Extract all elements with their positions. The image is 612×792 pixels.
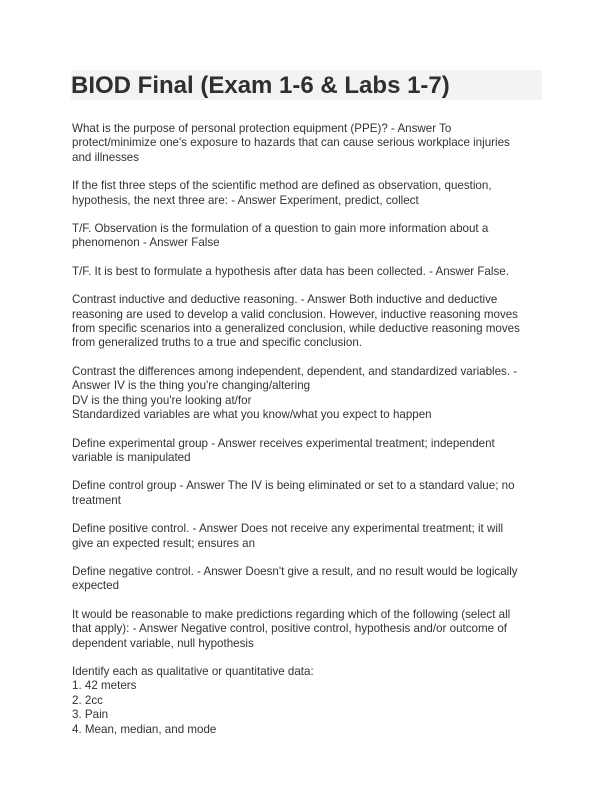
qa-entry-line: Define positive control. - Answer Does not receive any experimental treatment; it will — [72, 522, 504, 536]
qa-entry — [72, 293, 544, 351]
qa-entry-line: from generalized truths to a true and specific conclusion. — [72, 336, 362, 350]
qa-entry-line: give an expected result; ensures an — [72, 536, 256, 550]
qa-entry-line: treatment — [72, 493, 121, 507]
qa-entry-line: Standardized variables are what you know/what you expect to happen — [72, 408, 432, 422]
qa-entry-line: Answer IV is the thing you're changing/altering — [72, 379, 311, 393]
qa-entry — [72, 665, 544, 737]
qa-entry-line: Contrast the differences among independent, dependent, and standardized variables. - — [72, 364, 518, 378]
qa-entry-line: 1. 42 meters — [72, 679, 137, 693]
qa-entry-line: T/F. It is best to formulate a hypothesis after data has been collected. - Answer False. — [72, 264, 509, 278]
qa-entry — [72, 222, 544, 251]
qa-entry-line: 3. Pain — [72, 708, 109, 722]
qa-entry — [72, 265, 544, 279]
qa-entry-line: Contrast inductive and deductive reasoning. - Answer Both inductive and deductive — [72, 293, 498, 307]
qa-entry-line: T/F. Observation is the formulation of a question to gain more information about a — [72, 222, 489, 236]
qa-entry-line: and illnesses — [72, 150, 140, 164]
qa-entry-line: DV is the thing you're looking at/for — [72, 393, 252, 407]
page-title: BIOD Final (Exam 1-6 & Labs 1-7) — [71, 72, 450, 99]
qa-entry — [72, 479, 544, 508]
qa-entry-line: expected — [72, 579, 120, 593]
qa-entry-line: variable is manipulated — [72, 450, 191, 464]
qa-entry — [72, 365, 544, 423]
qa-entry — [72, 608, 544, 651]
qa-entry-line: 4. Mean, median, and mode — [72, 722, 217, 736]
qa-entry-line: 2. 2cc — [72, 693, 103, 707]
qa-entry-line: Define control group - Answer The IV is being eliminated or set to a standard value; no — [72, 479, 515, 493]
qa-entry — [72, 522, 544, 551]
qa-entry — [72, 179, 544, 208]
qa-entry-line: Define experimental group - Answer receives experimental treatment; independent — [72, 436, 495, 450]
qa-entry-line: It would be reasonable to make predictions regarding which of the following (select all — [72, 607, 511, 621]
qa-entry — [72, 437, 544, 466]
qa-entry-line: dependent variable, null hypothesis — [72, 636, 254, 650]
qa-entry-line: What is the purpose of personal protection equipment (PPE)? - Answer To — [72, 122, 452, 135]
qa-entry-line: Identify each as qualitative or quantitative data: — [72, 664, 314, 678]
qa-entry-line: that apply): - Answer Negative control, positive control, hypothesis and/or outcome of — [72, 622, 507, 636]
qa-entry-line: protect/minimize one's exposure to hazards that can cause serious workplace injuries — [72, 136, 510, 150]
qa-entry-line: reasoning are used to develop a valid conclusion. However, inductive reasoning moves — [72, 307, 518, 321]
qa-entry-line: If the fist three steps of the scientific method are defined as observation, question, — [72, 179, 492, 193]
qa-entry-line: phenomenon - Answer False — [72, 236, 220, 250]
qa-entry-line: hypothesis, the next three are: - Answer Experiment, predict, collect — [72, 193, 419, 207]
qa-entry — [72, 565, 544, 594]
qa-entry-line: from specific scenarios into a generalized conclusion, while deductive reasoning moves — [72, 322, 520, 336]
qa-entry — [72, 122, 544, 165]
qa-list — [72, 122, 544, 751]
qa-entry-line: Define negative control. - Answer Doesn't give a result, and no result would be logically — [72, 564, 518, 578]
